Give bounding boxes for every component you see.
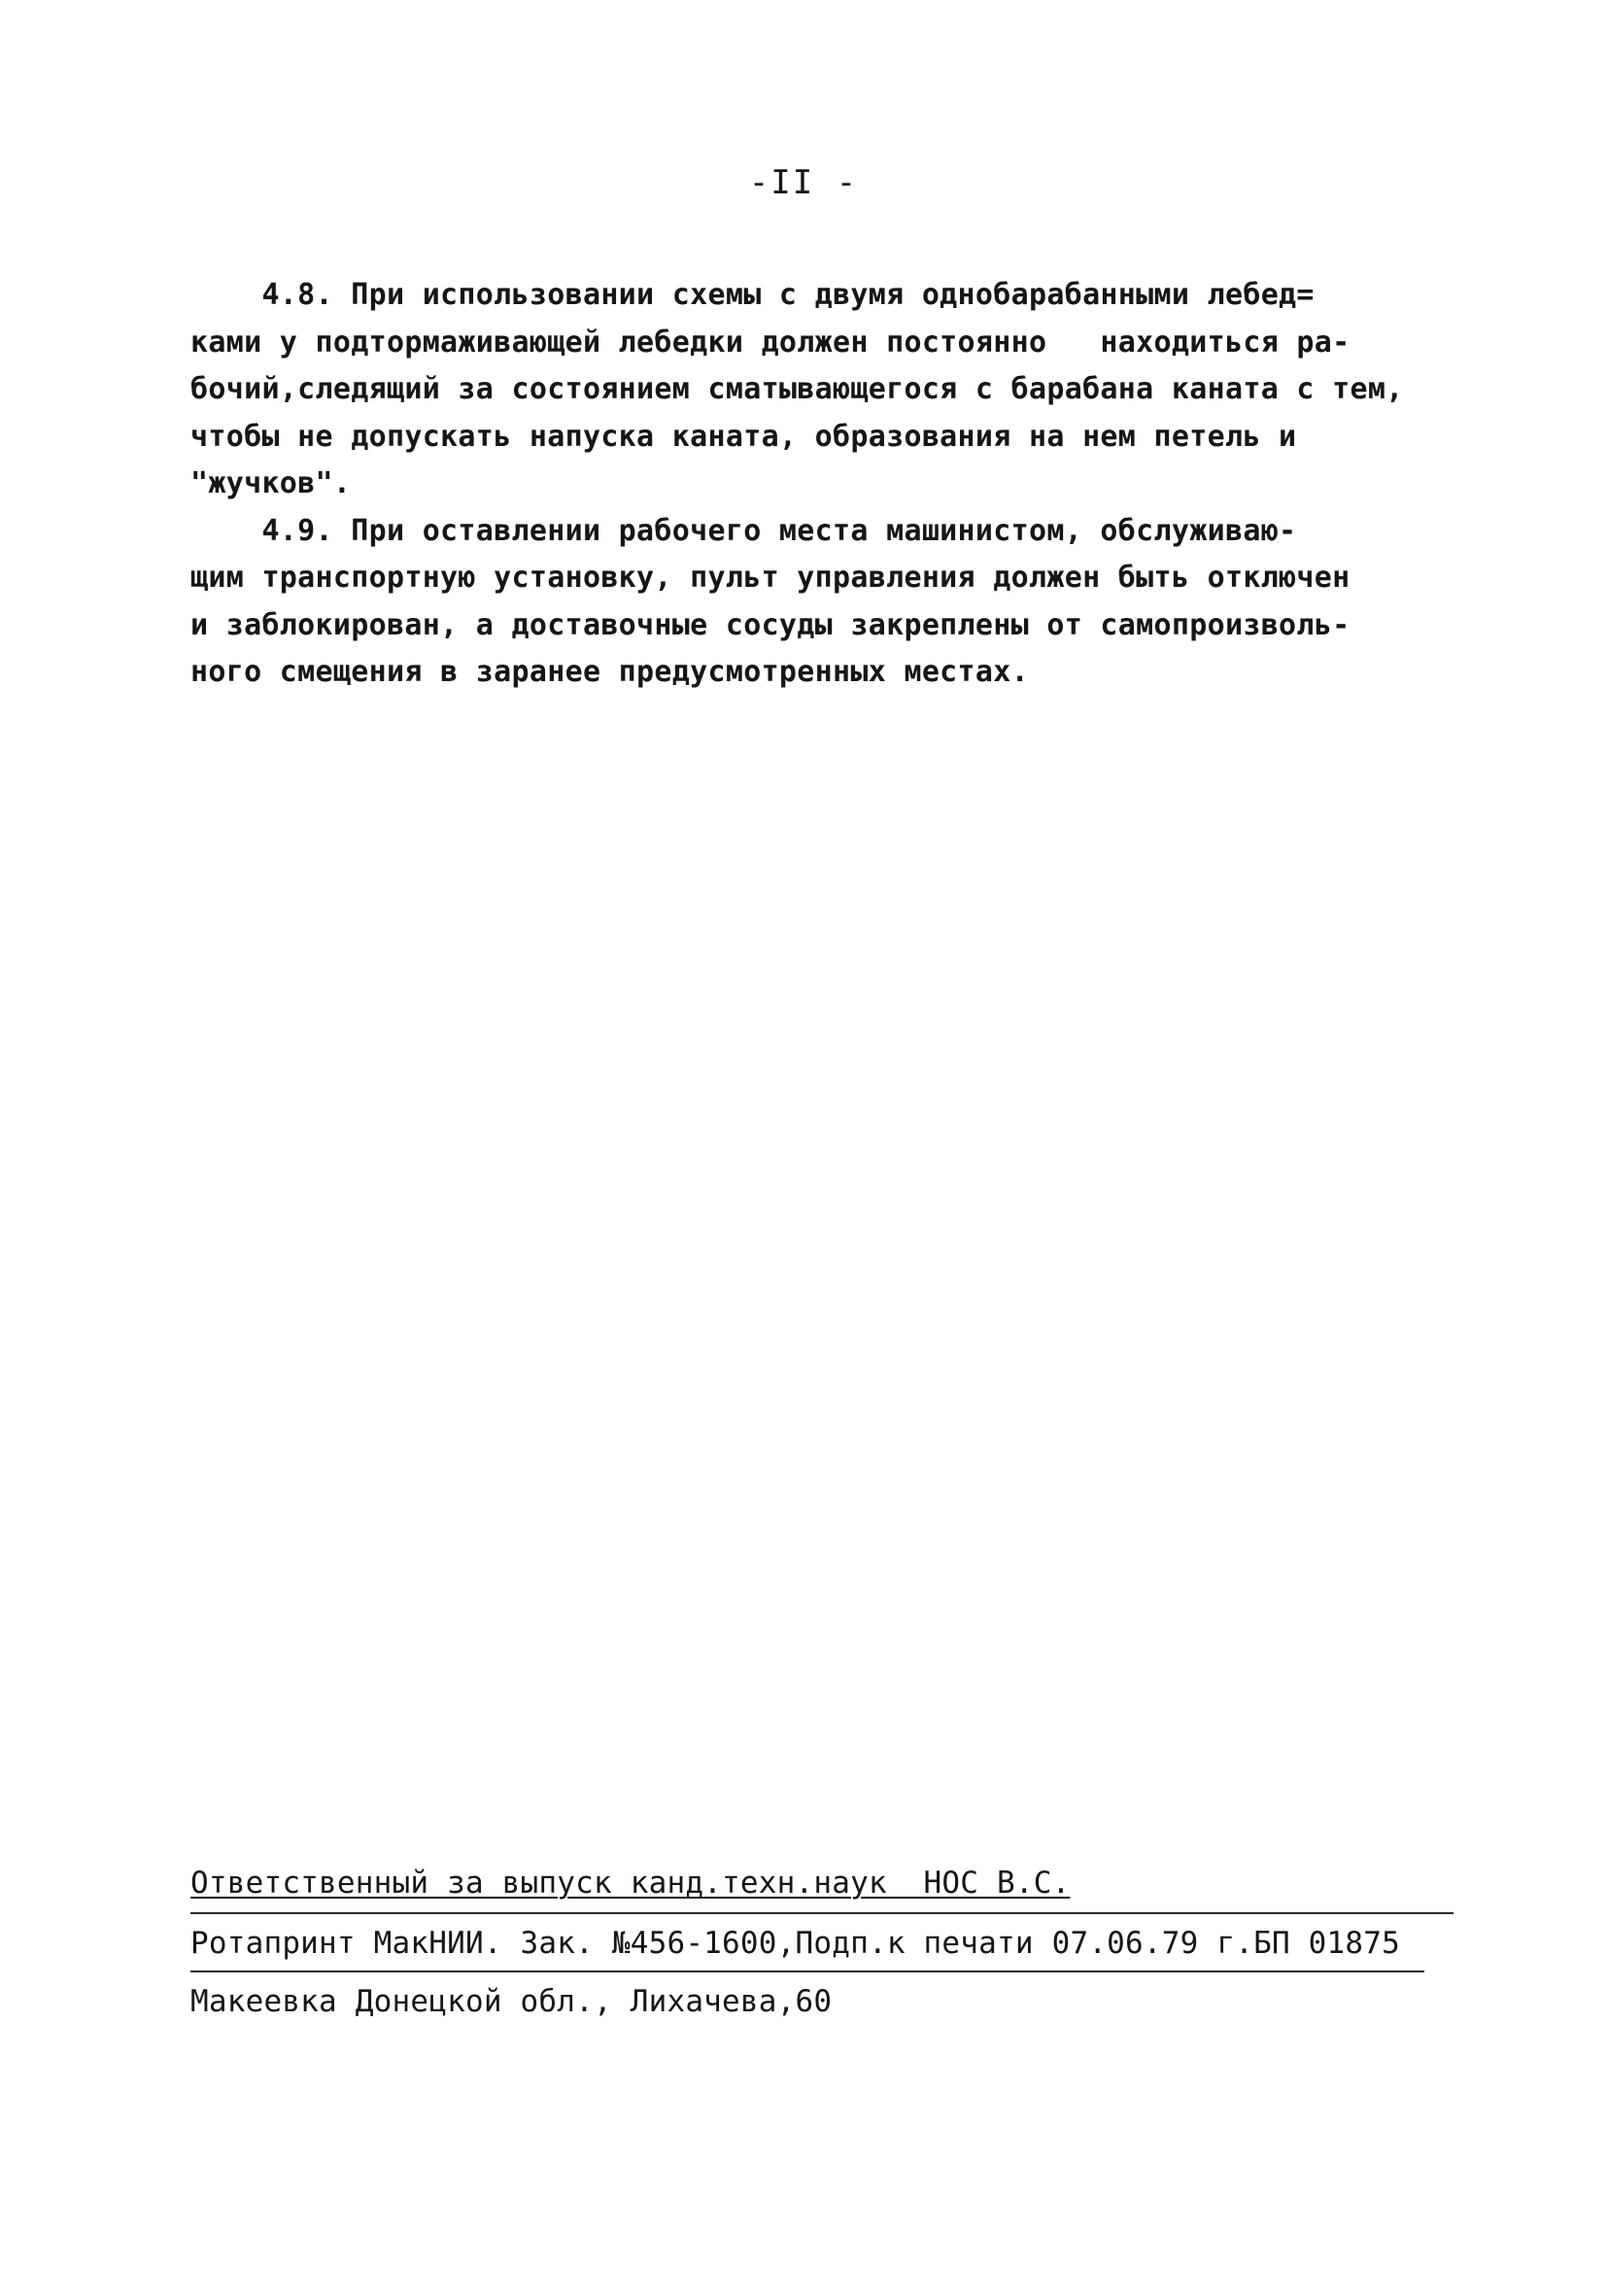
text-line: 4.9. При оставлении рабочего места машинистом, обслуживаю-	[190, 513, 1297, 548]
body-text	[190, 272, 1483, 697]
text-line: и заблокирован, а доставочные сосуды закреплены от самопроизволь-	[190, 607, 1351, 642]
paragraph-4-9	[190, 508, 1483, 697]
page-number: -II -	[748, 163, 859, 202]
text-line: бочий,следящий за состоянием сматывающегося с барабана каната с тем,	[190, 372, 1404, 406]
text-line: ного смещения в заранее предусмотренных местах.	[190, 655, 1029, 689]
text-line: чтобы не допускать напуска каната, образования на нем петель и	[190, 419, 1297, 454]
paragraph-4-8	[190, 272, 1483, 508]
print-info: Ротапринт МакНИИ. Зак. №456-1600,Подп.к печати 07.06.79 г.БП 01875	[190, 1926, 1400, 1961]
text-line: щим транспортную установку, пульт управления должен быть отключен	[190, 561, 1351, 595]
imprint-footer	[190, 1864, 1453, 2021]
publisher-address: Макеевка Донецкой обл., Лихачева,60	[190, 1984, 833, 2019]
text-line: "жучков".	[190, 466, 352, 500]
text-line: 4.8. При использовании схемы с двумя однобарабанными лебед=	[190, 278, 1315, 312]
responsible-editor: Ответственный за выпуск канд.техн.наук НОС В.С.	[190, 1866, 1071, 1901]
text-line: ками у подтормаживающей лебедки должен постоянно находиться ра-	[190, 325, 1351, 360]
